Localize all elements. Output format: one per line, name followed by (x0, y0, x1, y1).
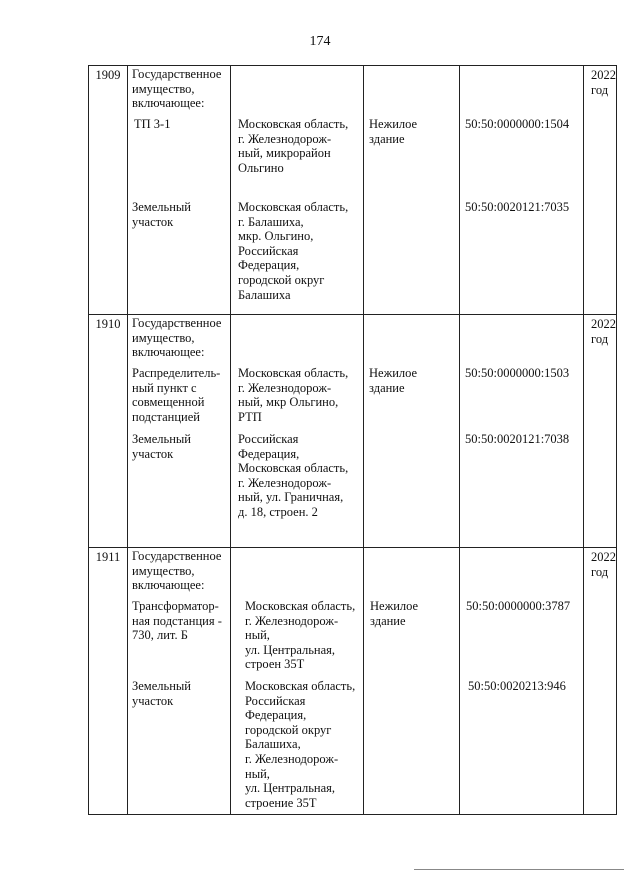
year: 2022 год (591, 317, 616, 346)
year: 2022 год (591, 550, 616, 579)
object-address: Московская область, Российская Федерация, городской округ Балашиха, г. Железнодорож- ный, ул. Центральная, строение 35Т (245, 679, 356, 810)
year-cell (584, 315, 617, 548)
cadastral-cell (460, 548, 584, 815)
registry-row (89, 315, 617, 548)
entry-number: 1910 (89, 315, 128, 548)
object-address: Московская область, г. Железнодорож- ный, микрорайон Ольгино (238, 117, 349, 175)
cadastral-cell (460, 315, 584, 548)
type-cell (364, 66, 460, 315)
entry-number: 1911 (89, 548, 128, 815)
page-edge-line (414, 869, 624, 870)
object-name: Трансформатор- ная подстанция - 730, лит. Б (132, 599, 222, 643)
object-name: Земельный участок (132, 200, 191, 229)
cadastral-number: 50:50:0000000:3787 (466, 599, 571, 613)
cadastral-number: 50:50:0020121:7035 (465, 200, 570, 214)
address-cell (231, 66, 364, 315)
type-cell (364, 548, 460, 815)
cadastral-number: 50:50:0000000:1504 (465, 117, 570, 131)
object-type: Нежилое здание (370, 599, 419, 628)
page-number: 174 (309, 34, 331, 49)
year-cell (584, 66, 617, 315)
year: 2022 год (591, 68, 616, 97)
name-cell (128, 548, 231, 815)
cadastral-number: 50:50:0020213:946 (468, 679, 566, 693)
year-cell (584, 548, 617, 815)
property-registry-table (88, 65, 617, 815)
object-name: Земельный участок (132, 679, 191, 708)
entry-header: Государственное имущество, включающее: (132, 316, 222, 360)
cadastral-number: 50:50:0020121:7038 (465, 432, 570, 446)
object-name: Земельный участок (132, 432, 191, 461)
object-type: Нежилое здание (369, 366, 418, 395)
object-name: ТП 3-1 (134, 117, 171, 131)
cadastral-number: 50:50:0000000:1503 (465, 366, 570, 380)
registry-row (89, 548, 617, 815)
registry-row (89, 66, 617, 315)
object-name: Распределитель- ный пункт с совмещенной подстанцией (132, 366, 221, 424)
address-cell (231, 315, 364, 548)
object-address: Московская область, г. Балашиха, мкр. Ольгино, Российская Федерация, городской округ Балашиха (238, 200, 349, 302)
object-type: Нежилое здание (369, 117, 418, 146)
object-address: Российская Федерация, Московская область, г. Железнодорож- ный, ул. Граничная, д. 18, строен. 2 (238, 432, 349, 519)
address-cell (231, 548, 364, 815)
entry-header: Государственное имущество, включающее: (132, 549, 222, 593)
name-cell (128, 315, 231, 548)
cadastral-cell (460, 66, 584, 315)
entry-header: Государственное имущество, включающее: (132, 67, 222, 111)
object-address: Московская область, г. Железнодорож- ный, мкр Ольгино, РТП (238, 366, 349, 424)
name-cell (128, 66, 231, 315)
type-cell (364, 315, 460, 548)
object-address: Московская область, г. Железнодорож- ный, ул. Центральная, строен 35Т (245, 599, 356, 672)
entry-number: 1909 (89, 66, 128, 315)
